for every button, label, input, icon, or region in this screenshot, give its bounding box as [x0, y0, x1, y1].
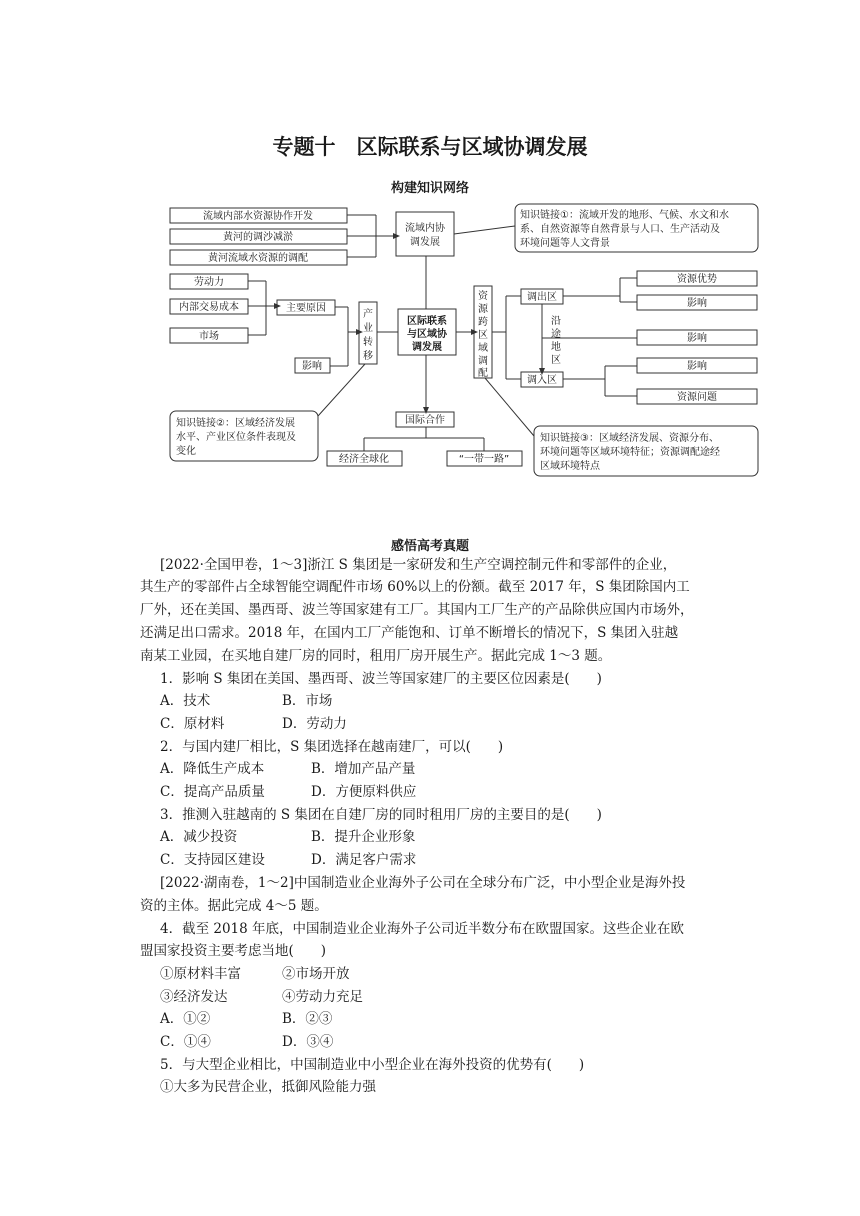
- center-line-2: 与区域协: [407, 329, 447, 340]
- q2-option-d: D．方便原料供应: [311, 784, 417, 800]
- right-box-influence-3: 影响: [687, 361, 707, 372]
- link2-line-1: 知识链接②：区域经济发展: [176, 418, 295, 429]
- resource-transfer-char-4: 区: [478, 330, 488, 341]
- resource-transfer-char-1: 资: [478, 291, 488, 302]
- left-box-1: 流域内部水资源协作开发: [203, 211, 313, 222]
- q4-option-b: B．②③: [282, 1011, 333, 1027]
- in-region-box: 调入区: [527, 375, 557, 386]
- globalization-box: 经济全球化: [339, 454, 389, 465]
- section-heading-knowledge-network: 构建知识网络: [390, 181, 469, 196]
- left-box-3: 黄河流域水资源的调配: [208, 253, 308, 264]
- q5-stem: 5．与大型企业相比，中国制造业中小型企业在海外投资的优势有( ): [160, 1057, 585, 1073]
- q4-statement-1: ①原材料丰富: [160, 966, 241, 982]
- page-title: 专题十 区际联系与区域协调发展: [272, 135, 588, 159]
- factor-market: 市场: [199, 331, 219, 342]
- passage1-line-2: 其生产的零部件占全球智能空调配件市场 60%以上的份额。截至 2017 年，S 集团除国内工: [140, 579, 690, 595]
- center-line-3: 调发展: [412, 342, 442, 353]
- q4-stem-line-1: 4．截至 2018 年底，中国制造业企业海外子公司近半数分布在欧盟国家。这些企业在欧: [160, 921, 685, 937]
- resource-transfer-char-3: 跨: [478, 317, 488, 328]
- factor-labor: 劳动力: [194, 277, 224, 288]
- link3-line-1: 知识链接③：区域经济发展、资源分布、: [540, 433, 719, 444]
- belt-road-box: “一带一路”: [458, 454, 510, 465]
- q5-statement-1: ①大多为民营企业，抵御风险能力强: [160, 1079, 376, 1095]
- q4-statement-4: ④劳动力充足: [282, 989, 363, 1005]
- q3-option-d: D．满足客户需求: [311, 852, 417, 868]
- q3-stem: 3．推测入驻越南的 S 集团在自建厂房的同时租用厂房的主要目的是( ): [160, 807, 602, 823]
- link2-line-3: 变化: [176, 446, 196, 457]
- right-box-influence-2: 影响: [687, 333, 707, 344]
- main-reason-box: 主要原因: [286, 303, 326, 314]
- link1-line-1: 知识链接①：流域开发的地形、气候、水文和水: [520, 210, 729, 221]
- right-box-resource-problem: 资源问题: [677, 392, 717, 403]
- industry-transfer-char-3: 转: [363, 337, 373, 348]
- section-heading-exam-questions: 感悟高考真题: [390, 539, 469, 554]
- q3-option-a: A．减少投资: [160, 829, 238, 845]
- q1-stem: 1．影响 S 集团在美国、墨西哥、波兰等国家建厂的主要区位因素是( ): [160, 671, 602, 687]
- q1-option-b: B．市场: [282, 693, 333, 709]
- right-box-influence-1: 影响: [687, 298, 707, 309]
- q3-option-b: B．提升企业形象: [311, 829, 416, 845]
- watershed-box-line-2: 调发展: [410, 237, 440, 248]
- q4-option-d: D．③④: [282, 1034, 334, 1050]
- link3-line-2: 环境问题等区域环境特征；资源调配途经: [540, 447, 720, 458]
- industry-transfer-char-4: 移: [363, 351, 373, 362]
- resource-transfer-char-7: 配: [478, 368, 488, 379]
- out-region-box: 调出区: [527, 292, 557, 303]
- q4-statement-3: ③经济发达: [160, 989, 228, 1005]
- center-line-1: 区际联系: [407, 316, 447, 327]
- passage1-line-3: 厂外，还在美国、墨西哥、波兰等国家建有工厂。其国内工厂生产的产品除供应国内市场外，: [140, 602, 694, 618]
- along-char-2: 途: [551, 329, 561, 340]
- passage2-line-2: 资的主体。据此完成 4～5 题。: [140, 898, 328, 914]
- passage1-line-5: 南某工业园，在买地自建厂房的同时，租用厂房开展生产。据此完成 1～3 题。: [140, 648, 612, 664]
- q4-statement-2: ②市场开放: [282, 966, 350, 982]
- passage1-line-4: 还满足出口需求。2018 年，在国内工厂产能饱和、订单不断增长的情况下，S 集团入驻越: [140, 625, 679, 641]
- left-box-2: 黄河的调沙减淤: [223, 232, 293, 243]
- link2-line-2: 水平、产业区位条件表现及: [176, 432, 296, 443]
- passage1-line-1: [2022·全国甲卷，1～3]浙江 S 集团是一家研发和生产空调控制元件和零部件的企业，: [160, 557, 677, 573]
- link1-line-2: 系、自然资源等自然背景与人口、生产活动及: [520, 224, 720, 235]
- resource-transfer-char-6: 调: [478, 356, 488, 367]
- q2-option-c: C．提高产品质量: [160, 784, 265, 800]
- link3-line-3: 区域环境特点: [540, 461, 600, 472]
- watershed-box-line-1: 流域内协: [405, 223, 445, 234]
- right-box-resource-advantage: 资源优势: [677, 274, 717, 285]
- industry-transfer-char-1: 产: [363, 309, 373, 320]
- passage2-line-1: [2022·湖南卷，1～2]中国制造业企业海外子公司在全球分布广泛，中小型企业是海外投: [160, 875, 686, 891]
- knowledge-network-diagram: [160, 198, 760, 480]
- q4-option-a: A．①②: [160, 1011, 211, 1027]
- q1-option-d: D．劳动力: [282, 716, 347, 732]
- along-char-4: 区: [551, 355, 561, 366]
- q4-option-c: C．①④: [160, 1034, 211, 1050]
- q1-option-c: C．原材料: [160, 716, 225, 732]
- q1-option-a: A．技术: [160, 693, 211, 709]
- link1-line-3: 环境问题等人文背景: [520, 238, 610, 249]
- influence-left-box: 影响: [302, 361, 322, 372]
- q4-stem-line-2: 盟国家投资主要考虑当地( ): [140, 943, 327, 959]
- resource-transfer-char-5: 域: [478, 343, 488, 354]
- industry-transfer-char-2: 业: [363, 323, 373, 334]
- q2-stem: 2．与国内建厂相比，S 集团选择在越南建厂，可以( ): [160, 739, 504, 755]
- q2-option-a: A．降低生产成本: [160, 761, 265, 777]
- international-cooperation-box: 国际合作: [405, 415, 445, 426]
- along-char-3: 地: [551, 342, 561, 353]
- resource-transfer-char-2: 源: [478, 304, 488, 315]
- q3-option-c: C．支持园区建设: [160, 852, 265, 868]
- along-char-1: 沿: [551, 316, 561, 327]
- factor-transaction-cost: 内部交易成本: [179, 302, 239, 313]
- q2-option-b: B．增加产品产量: [311, 761, 416, 777]
